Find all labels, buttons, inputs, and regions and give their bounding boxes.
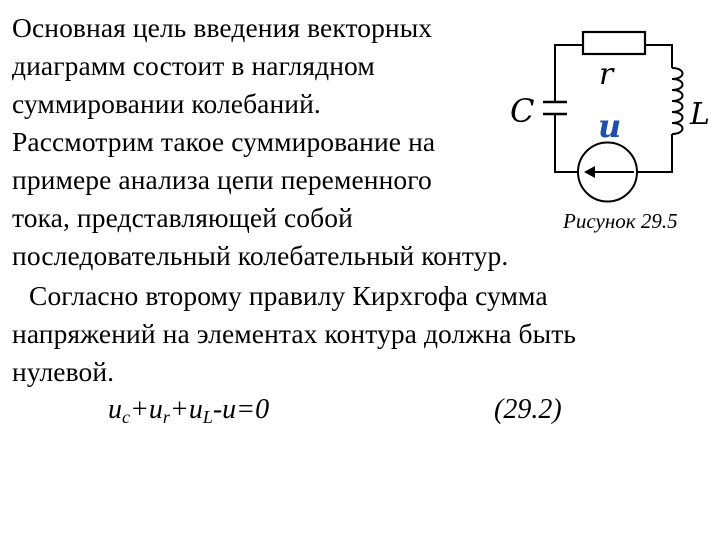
text-line: Основная цель введения векторных — [12, 12, 433, 43]
wire-bottom-left — [555, 114, 578, 172]
wire-top-right — [645, 45, 672, 68]
eq-sub-c: c — [122, 407, 130, 427]
wire-right — [637, 134, 672, 172]
eq-rest: -u=0 — [212, 394, 270, 425]
circuit-diagram — [500, 10, 720, 210]
text-line: нулевой. — [12, 356, 115, 387]
eq-u-r: +u — [130, 394, 163, 425]
wire-top-left — [555, 45, 583, 102]
eq-sub-r: r — [162, 407, 170, 427]
text-line: диаграмм состоит в наглядном — [12, 50, 375, 81]
text-line: последовательный колебательный контур. — [12, 240, 509, 271]
resistor — [583, 32, 645, 54]
source-arrowhead — [584, 166, 595, 178]
label-c: C — [510, 92, 535, 130]
text-line: напряжений на элементах контура должна быть — [12, 318, 576, 349]
text-line: тока, представляющей собой — [12, 202, 353, 233]
eq-u-c: u — [108, 394, 122, 425]
label-u: u — [598, 107, 622, 145]
inductor-coil — [672, 68, 683, 134]
label-l: L — [690, 97, 710, 132]
label-r: r — [599, 57, 614, 92]
text-line: суммировании колебаний. — [12, 88, 321, 119]
text-line: примере анализа цепи переменного — [12, 164, 432, 195]
eq-u-l: +u — [169, 394, 203, 425]
figure-caption: Рисунок 29.5 — [563, 209, 678, 233]
text-line: Рассмотрим такое суммирование на — [12, 126, 436, 157]
equation-number: (29.2) — [494, 394, 562, 425]
text-line: Согласно второму правилу Кирхгофа сумма — [29, 280, 548, 311]
eq-sub-l: L — [202, 407, 213, 427]
kirchhoff-equation — [108, 395, 269, 432]
